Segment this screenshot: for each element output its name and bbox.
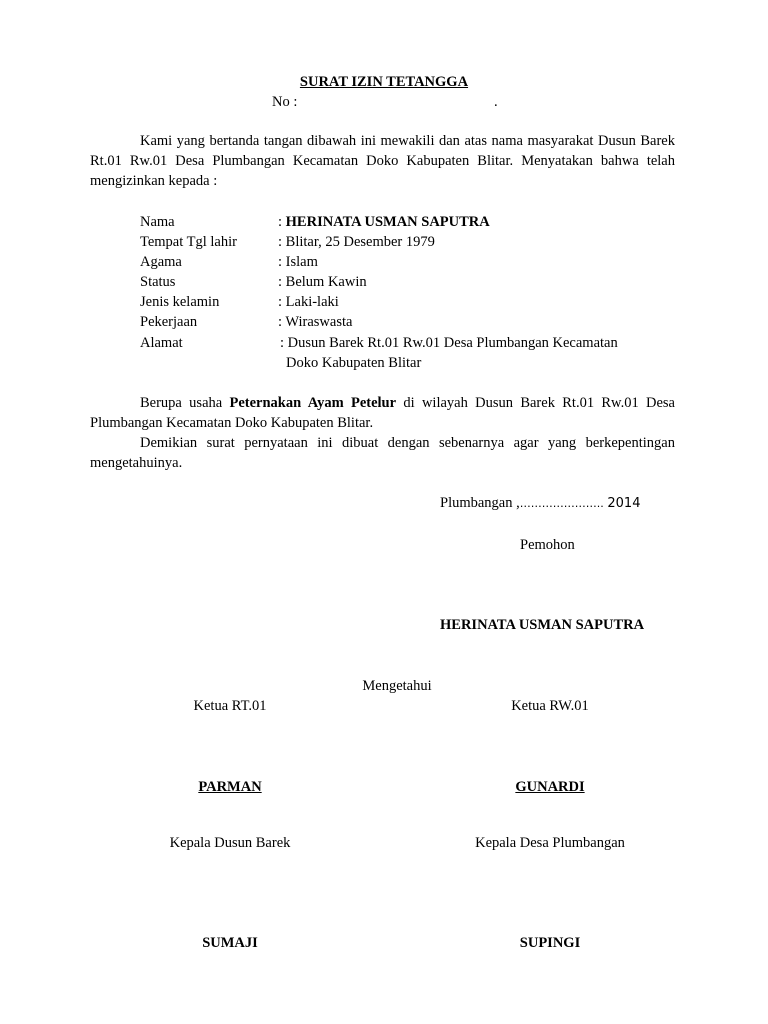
kepala-dusun-name: SUMAJI <box>202 935 258 951</box>
signature-place-date <box>440 493 640 514</box>
field-value-ttl: : Blitar, 25 Desember 1979 <box>278 234 435 250</box>
kepala-desa-name: SUPINGI <box>519 935 581 951</box>
field-value-jenis-kelamin: : Laki-laki <box>278 294 339 310</box>
letter-number-line <box>272 92 498 112</box>
approval-heading: Mengetahui <box>362 678 432 694</box>
field-label-agama: Agama <box>140 254 182 270</box>
business-type: Peternakan Ayam Petelur <box>229 395 397 411</box>
field-value-agama: : Islam <box>278 254 318 270</box>
field-label-jenis-kelamin: Jenis kelamin <box>140 294 220 310</box>
field-value-nama <box>278 212 490 232</box>
field-value-status: : Belum Kawin <box>278 274 367 290</box>
kepala-desa-role: Kepala Desa Plumbangan <box>475 835 625 851</box>
field-label-ttl: Tempat Tgl lahir <box>140 234 237 250</box>
field-label-status: Status <box>140 274 176 290</box>
ketua-rw-name: GUNARDI <box>515 779 585 795</box>
field-label-pekerjaan: Pekerjaan <box>140 314 198 330</box>
field-value-alamat-line2: Doko Kabupaten Blitar <box>286 355 422 371</box>
kepala-dusun-role: Kepala Dusun Barek <box>169 835 291 851</box>
signature-role: Pemohon <box>520 537 575 553</box>
letter-number-label: No : <box>272 94 298 110</box>
applicant-name: HERINATA USMAN SAPUTRA <box>440 617 645 633</box>
field-label-nama: Nama <box>140 214 175 230</box>
ketua-rt-role: Ketua RT.01 <box>193 698 267 714</box>
field-value-nama-colon: : <box>278 214 286 230</box>
letter-number-end: . <box>494 94 498 110</box>
signature-year: 2014 <box>607 496 641 511</box>
document-title: SURAT IZIN TETANGGA <box>299 74 469 90</box>
closing-paragraph: Demikian surat pernyataan ini dibuat dengan sebenarnya agar yang berkepentingan mengetahuinya. <box>90 435 675 471</box>
ketua-rw-role: Ketua RW.01 <box>511 698 589 714</box>
intro-paragraph: Kami yang bertanda tangan dibawah ini mewakili dan atas nama masyarakat Dusun Barek Rt.01 Rw.01 Desa Plumbangan Kecamatan Doko Kabupaten Blitar. Menyatakan bahwa telah mengizinkan kepada : <box>90 133 675 189</box>
business-paragraph <box>90 393 675 433</box>
business-suffix: di wilayah Dusun Barek Rt.01 Rw.01 Desa Plumbangan Kecamatan Doko Kabupaten Blitar. <box>90 395 675 431</box>
ketua-rt-name: PARMAN <box>198 779 262 795</box>
business-prefix: Berupa usaha <box>140 395 230 411</box>
field-value-nama-text: HERINATA USMAN SAPUTRA <box>285 214 490 230</box>
signature-place: Plumbangan , <box>440 495 520 511</box>
signature-date-dots: ………………….. <box>519 497 604 510</box>
field-value-pekerjaan: : Wiraswasta <box>278 314 353 330</box>
field-value-alamat: : Dusun Barek Rt.01 Rw.01 Desa Plumbangan Kecamatan <box>280 335 618 351</box>
field-label-alamat: Alamat <box>140 335 183 351</box>
